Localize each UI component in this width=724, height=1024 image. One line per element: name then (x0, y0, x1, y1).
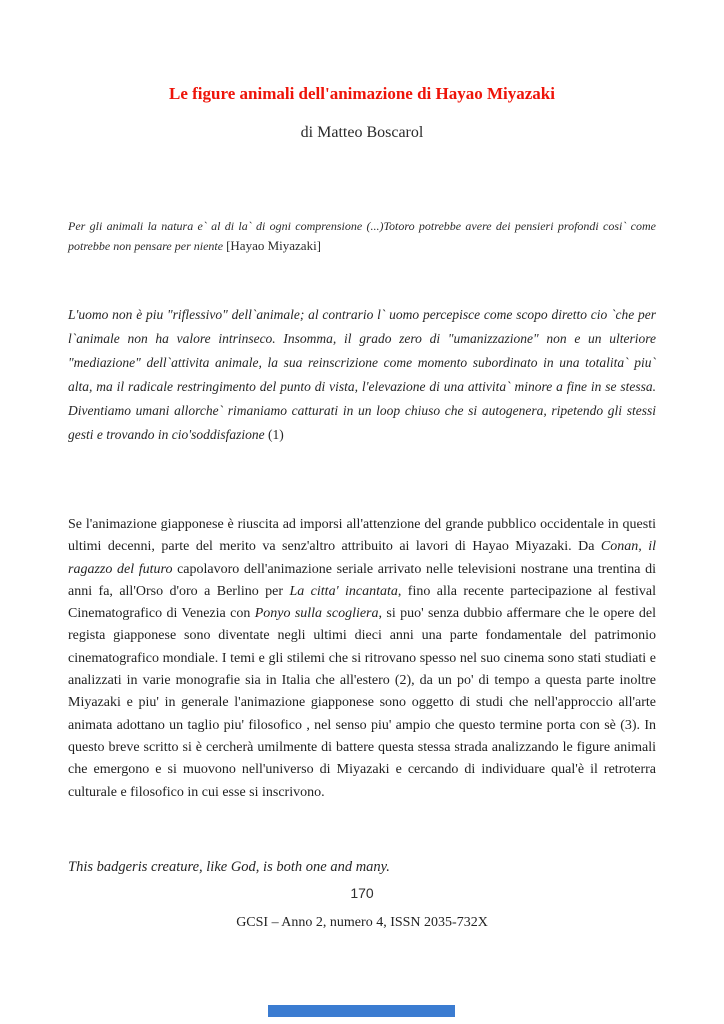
block-quote (68, 303, 656, 447)
author-byline: di Matteo Boscarol (300, 124, 424, 141)
film-title-ponyo: Ponyo sulla scogliera (254, 606, 379, 622)
body-text-segment: capolavoro dell'animazione seriale arrivato nelle televisioni nostrane una trentina di anni fa, all'Orso d'oro a Berlino per (68, 561, 657, 599)
film-title-citta-incantata: La citta' incantata (289, 583, 398, 599)
closing-quote-line: This badgeris creature, like God, is both one and many. (68, 859, 390, 875)
epigraph-attribution: [Hayao Miyazaki] (226, 238, 322, 253)
epigraph-text: Per gli animali la natura e` al di la` di ogni comprensione (...)Totoro potrebbe avere dei pensieri profondi cosi` come potrebbe non pensare per niente (68, 219, 656, 253)
quote-text: L'uomo non è piu "riflessivo" dell`animale; al contrario l` uomo percepisce come scopo diretto cio `che per l`animale non ha valore intrinseco. Insomma, il grado zero di "umanizzazione" non e un ulteriore "mediazione" dell`attivita animale, la sua reinscrizione come momento subordinato in una totalita` piu` alta, ma il radicale restringimento del punto di vista, l'elevazione di una attivita` minore a fine in se stessa. Diventiamo umani allorche` rimaniamo catturati in un loop chiuso che si autogenera, ripetendo gli stessi gesti e trovando in cio'soddisfazione (68, 307, 656, 442)
body-paragraph (68, 514, 656, 804)
quote-footnote-ref: (1) (268, 427, 284, 442)
next-page-top-bar (268, 1005, 455, 1017)
page-number: 170 (350, 885, 374, 901)
epigraph (68, 216, 656, 256)
journal-issn-line: GCSI – Anno 2, numero 4, ISSN 2035-732X (236, 915, 488, 930)
body-text-segment: , si puo' senza dubbio affermare che le opere del regista giapponese sono diventate negli ultimi dieci anni una parte fondamentale del patrimonio cinematografico mondiale. I temi e gli stilemi che si ritrovano spesso nel suo cinema sono stati studiati e analizzati in varie monografie sia in Italia che all'estero (2), da un po' di tempo a questa parte inoltre Miyazaki e piu' in generale l'animazione giapponese sono oggetto di studi che nell'approccio all'arte animata adottano un taglio piu' filosofico , nel senso piu' ampio che questo termine porta con sè (3). In questo breve scritto si è cercherà umilmente di battere questa stessa strada analizzando le figure animali che emergono e si muovono nell'universo di Miyazaki e cercando di individuare qual'è il retroterra culturale e filosofico in cui esse si inscrivono. (68, 606, 656, 800)
body-text-segment: , fino alla recente partecipazione al festival Cinematografico di Venezia con (68, 583, 657, 622)
film-title-conan: Conan, il ragazzo del futuro (68, 539, 656, 577)
article-title: Le figure animali dell'animazione di Hayao Miyazaki (169, 84, 555, 103)
body-text-segment: Se l'animazione giapponese è riuscita ad imporsi all'attenzione del grande pubblico occidentale in questi ultimi decenni, parte del merito va senz'altro attribuito ai lavori di Hayao Miyazaki. Da (68, 517, 656, 555)
